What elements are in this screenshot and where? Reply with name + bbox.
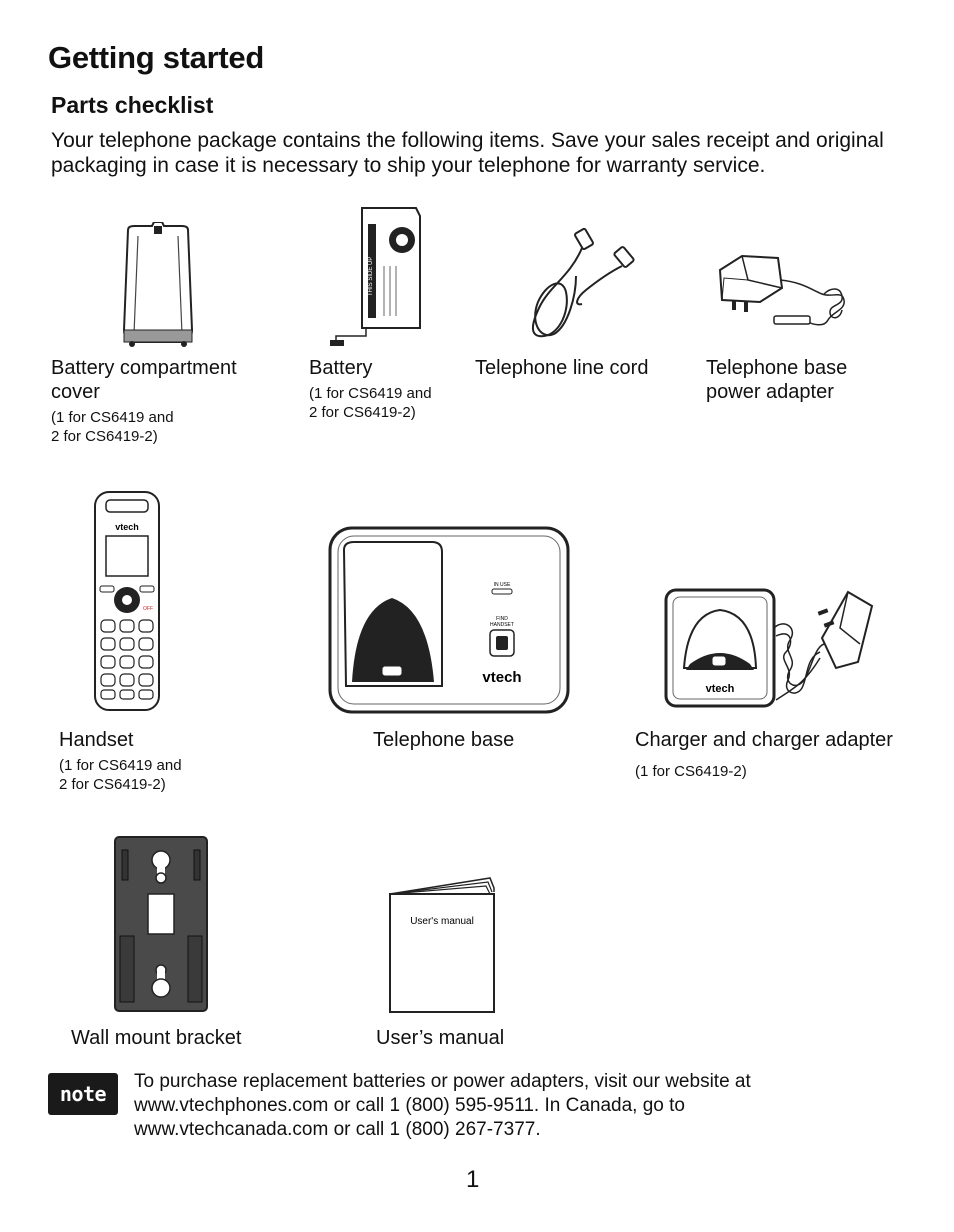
item-name-charger: Charger and charger adapter	[635, 729, 893, 751]
find-label: FIND	[496, 616, 508, 622]
item-name-wall-mount: Wall mount bracket	[71, 1027, 242, 1049]
item-name-battery: Battery	[309, 357, 373, 379]
item-note-battery-cover: (1 for CS6419 and 2 for CS6419-2)	[51, 409, 174, 445]
item-name-telephone-base: Telephone base	[373, 729, 515, 751]
battery-cover-illustration	[118, 222, 198, 348]
wall-mount-bracket-illustration	[114, 836, 208, 1012]
item-name-power-adapter: Telephone base power adapter	[706, 357, 848, 403]
battery-side-label: THIS SIDE UP	[368, 256, 374, 296]
item-note-charger: (1 for CS6419-2)	[635, 763, 747, 780]
page-title: Getting started	[48, 40, 264, 75]
section-title: Parts checklist	[51, 92, 214, 118]
handset-brand: vtech	[115, 522, 139, 532]
item-note-battery: (1 for CS6419 and 2 for CS6419-2)	[309, 385, 432, 421]
battery-illustration	[326, 206, 422, 348]
item-note-handset: (1 for CS6419 and 2 for CS6419-2)	[59, 757, 182, 793]
telephone-base-illustration	[328, 526, 570, 714]
users-manual-illustration	[386, 876, 498, 1014]
charger-brand: vtech	[705, 683, 735, 695]
power-adapter-illustration	[712, 250, 858, 334]
intro-paragraph: Your telephone package contains the following items. Save your sales receipt and original packaging in case it is necessary to ship your telephone for warranty service.	[51, 129, 884, 177]
handset-label: HANDSET	[490, 622, 514, 628]
item-name-line-cord: Telephone line cord	[475, 357, 649, 379]
item-name-handset: Handset	[59, 729, 134, 751]
item-name-users-manual: User’s manual	[376, 1027, 505, 1049]
in-use-label: IN USE	[493, 582, 511, 588]
base-brand: vtech	[482, 669, 522, 686]
page-number: 1	[466, 1166, 480, 1193]
note-badge: note	[48, 1073, 118, 1115]
item-name-battery-cover: Battery compartment cover	[51, 357, 237, 403]
manual-cover-title: User's manual	[410, 916, 474, 927]
charger-illustration	[664, 588, 880, 720]
line-cord-illustration	[510, 226, 660, 346]
note-text: To purchase replacement batteries or power adapters, visit our website at www.vtechphones.com or call 1 (800) 595-9511. In Canada, go to www.vtechcanada.com or call 1 (800) 267-7377.	[134, 1071, 751, 1140]
handset-off-label: OFF	[143, 606, 153, 612]
handset-illustration	[92, 490, 162, 712]
